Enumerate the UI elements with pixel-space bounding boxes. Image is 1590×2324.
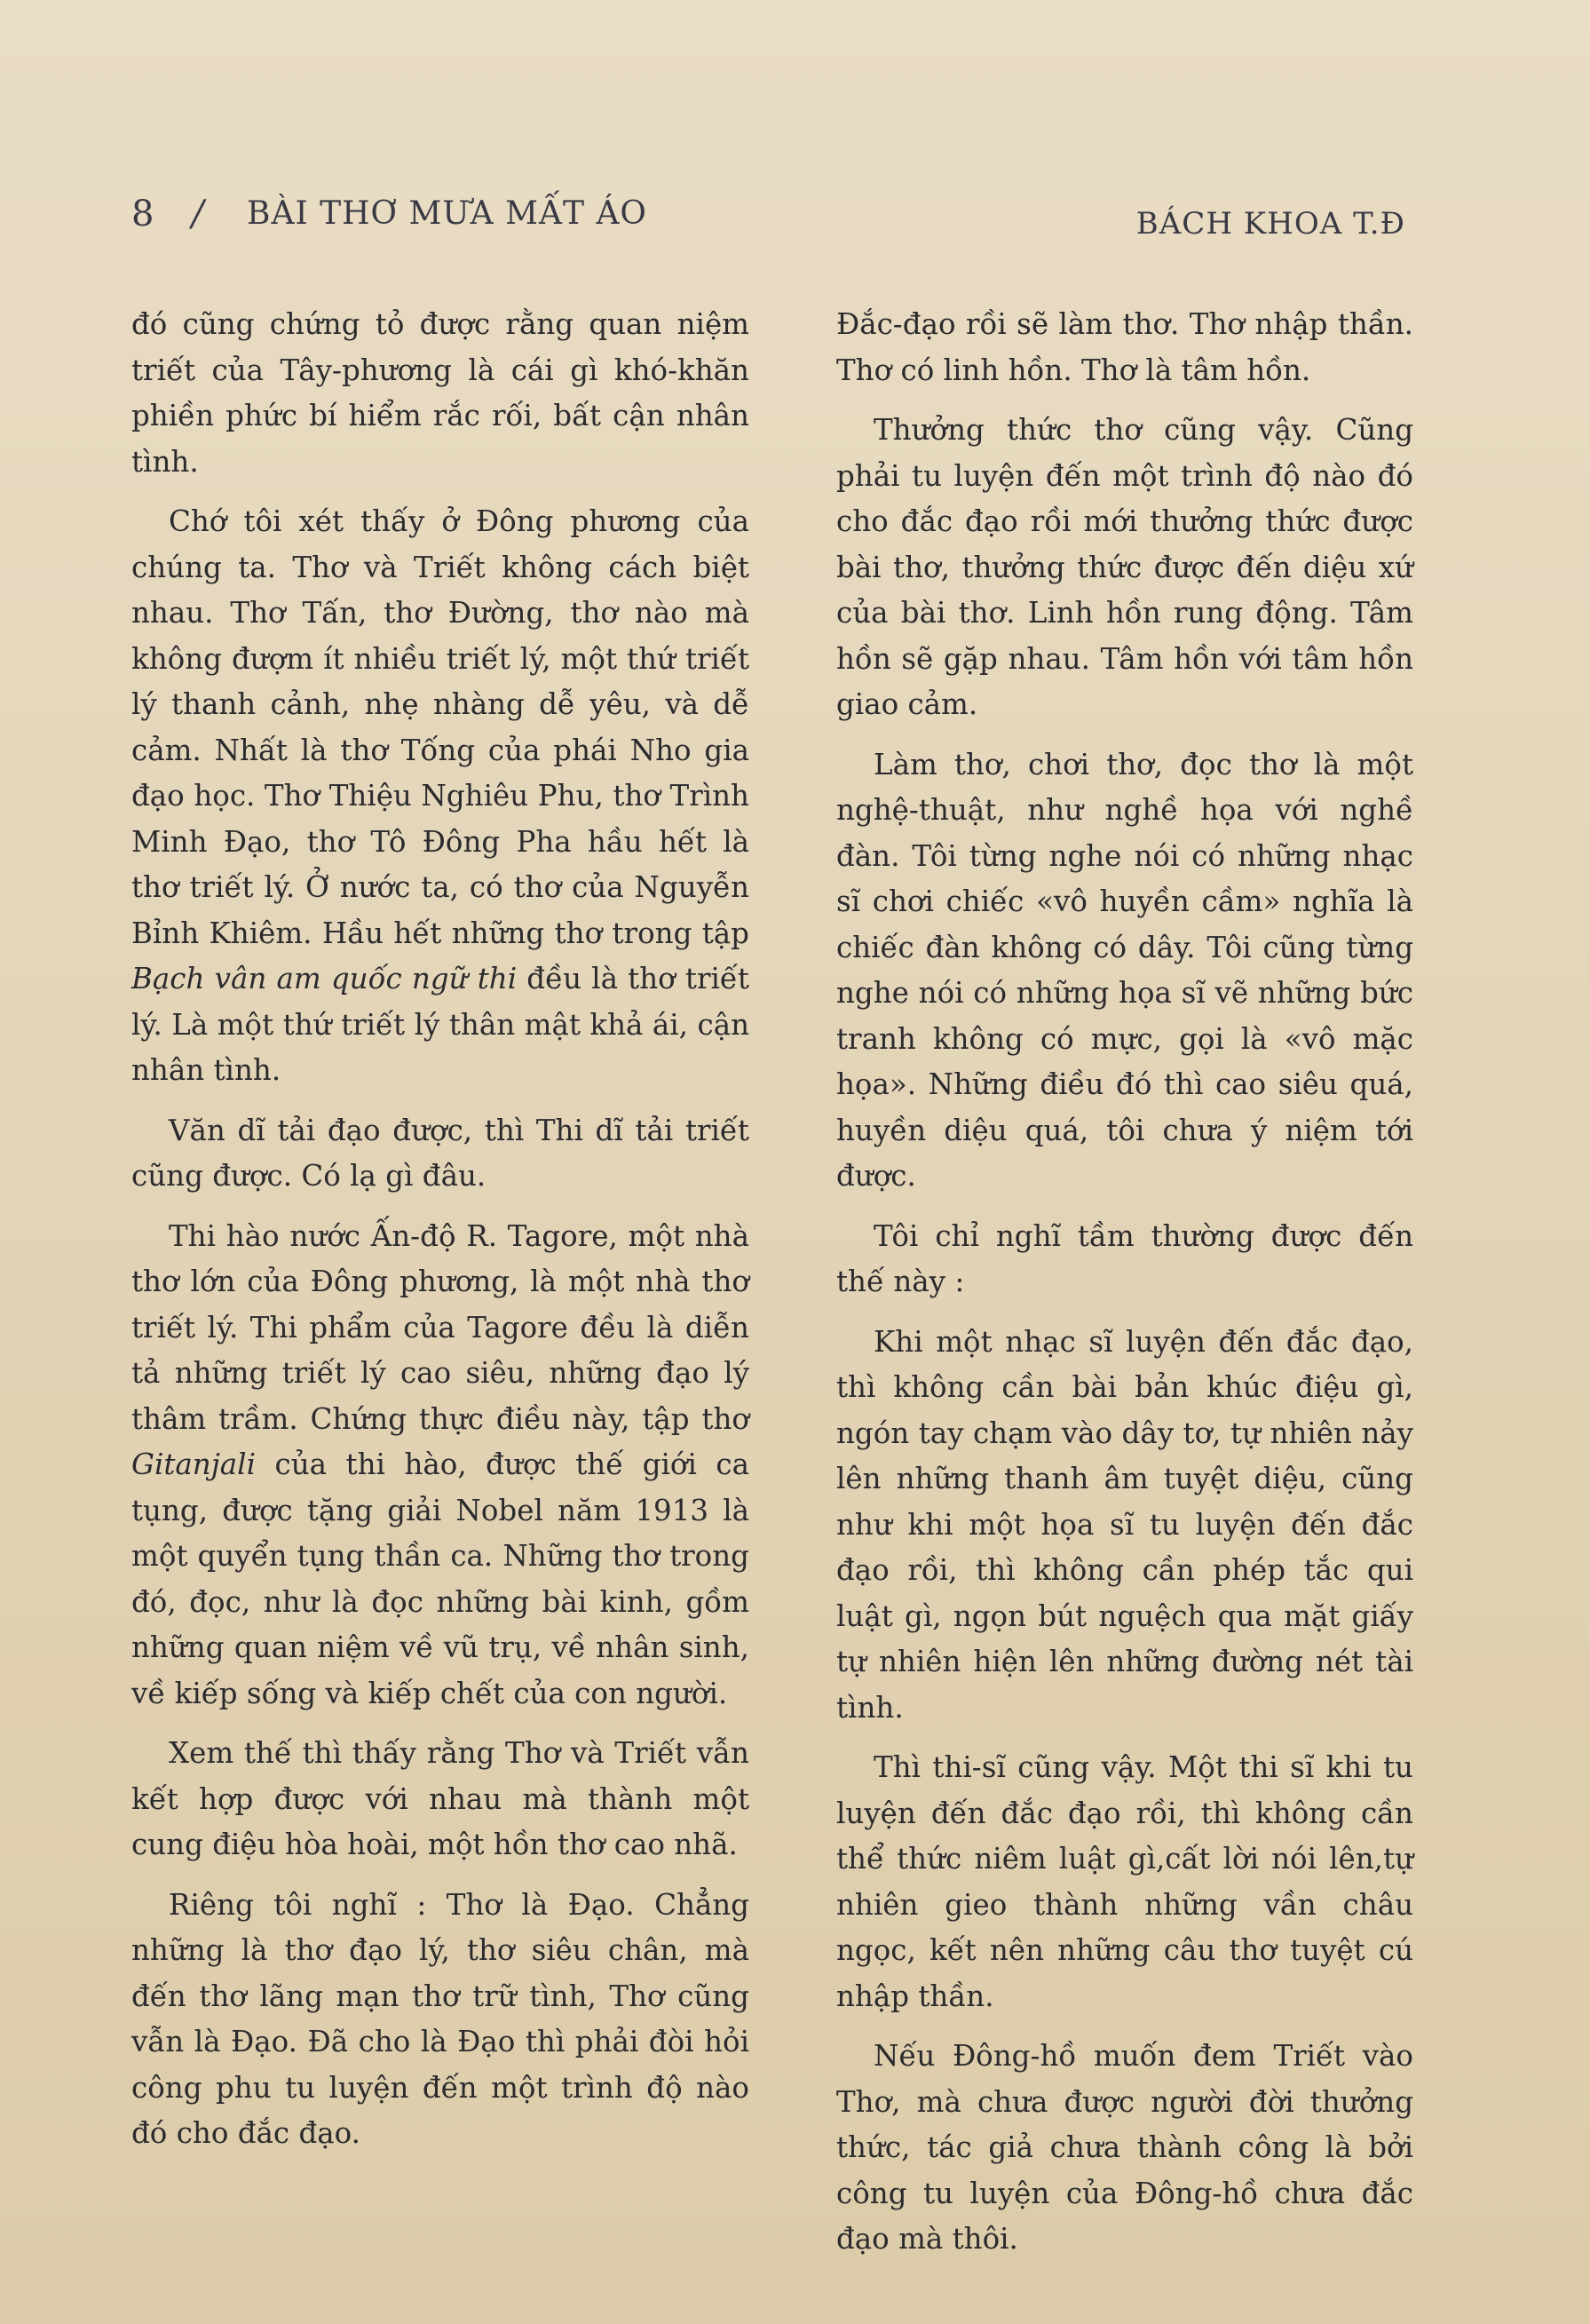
paragraph: Đắc-đạo rồi sẽ làm thơ. Thơ nhập thần. Thơ có linh hồn. Thơ là tâm hồn. (836, 307, 1413, 387)
paragraph: Văn dĩ tải đạo được, thì Thi dĩ tải triết cũng được. Có lạ gì đâu. (131, 1113, 749, 1193)
left-column (131, 302, 749, 2171)
paragraph: Riêng tôi nghĩ : Thơ là Đạo. Chẳng những là thơ đạo lý, thơ siêu chân, mà đến thơ lãng mạn thơ trữ tình, Thơ cũng vẫn là Đạo. Đã cho là Đạo thì phải đòi hỏi công phu tu luyện đến một trình độ nào đó cho đắc đạo. (131, 1887, 749, 2150)
header-separator: / (192, 194, 204, 234)
book-title: Gitanjali (131, 1448, 256, 1481)
paragraph (131, 499, 749, 1094)
paragraph: Xem thế thì thấy rằng Thơ và Triết vẫn kết hợp được với nhau mà thành một cung điệu hòa hoài, một hồn thơ cao nhã. (131, 1736, 749, 1861)
right-column (836, 302, 1413, 2277)
paragraph: Khi một nhạc sĩ luyện đến đắc đạo, thì không cần bài bản khúc điệu gì, ngón tay chạm vào dây tơ, tự nhiên nảy lên những thanh âm tuyệt diệu, cũng như khi một họa sĩ tu luyện đến đắc đạo rồi, thì không cần phép tắc qui luật gì, ngọn bút nguệch qua mặt giấy tự nhiên hiện lên những đường nét tài tình. (836, 1324, 1413, 1725)
paragraph-text: của thi hào, được thế giới ca tụng, được tặng giải Nobel năm 1913 là một quyển tụng thần ca. Những thơ trong đó, đọc, như là đọc những bài kinh, gồm những quan niệm về vũ trụ, về nhân sinh, về kiếp sống và kiếp chết của con người. (131, 1448, 749, 1710)
paragraph: Thưởng thức thơ cũng vậy. Cũng phải tu luyện đến một trình độ nào đó cho đắc đạo rồi mới thưởng thức được bài thơ, thưởng thức được đến diệu xứ của bài thơ. Linh hồn rung động. Tâm hồn sẽ gặp nhau. Tâm hồn với tâm hồn giao cảm. (836, 413, 1413, 721)
paragraph: Tôi chỉ nghĩ tầm thường được đến thế này : (836, 1218, 1413, 1298)
paragraph: Nếu Đông-hồ muốn đem Triết vào Thơ, mà chưa được người đời thưởng thức, tác giả chưa thành công là bởi công tu luyện của Đông-hồ chưa đắc đạo mà thôi. (836, 2039, 1413, 2256)
paragraph: Làm thơ, chơi thơ, đọc thơ là một nghệ-thuật, như nghề họa với nghề đàn. Tôi từng nghe nói có những nhạc sĩ chơi chiếc «vô huyền cầm» nghĩa là chiếc đàn không có dây. Tôi cũng từng nghe nói có những họa sĩ vẽ những bức tranh không có mực, gọi là «vô mặc họa». Những điều đó thì cao siêu quá, huyền diệu quá, tôi chưa ý niệm tới được. (836, 747, 1413, 1193)
running-header (0, 194, 1590, 247)
paragraph: Thì thi-sĩ cũng vậy. Một thi sĩ khi tu luyện đến đắc đạo rồi, thì không cần thể thức niêm luật gì,cất lời nói lên,tự nhiên gieo thành những vần châu ngọc, kết nên những câu thơ tuyệt cú nhập thần. (836, 1750, 1413, 2013)
book-title: Bạch vân am quốc ngữ thi (131, 962, 518, 995)
paragraph: đó cũng chứng tỏ được rằng quan niệm triết của Tây-phương là cái gì khó-khăn phiền phức bí hiểm rắc rối, bất cận nhân tình. (131, 307, 749, 479)
magazine-name: BÁCH KHOA T.Đ (1135, 206, 1405, 242)
article-title: BÀI THƠ MƯA MẤT ÁO (247, 195, 647, 232)
page-number: 8 (131, 194, 154, 234)
paragraph-text: Thi hào nước Ấn-độ R. Tagore, một nhà thơ lớn của Đông phương, là một nhà thơ triết lý. Thi phẩm của Tagore đều là diễn tả những triết lý cao siêu, những đạo lý thâm trầm. Chứng thực điều này, tập thơ (131, 1218, 749, 1436)
paragraph-text: đều là thơ triết lý. Là một thứ triết lý thân mật khả ái, cận nhân tình. (131, 962, 749, 1087)
paragraph-text: Chớ tôi xét thấy ở Đông phương của chúng ta. Thơ và Triết không cách biệt nhau. Thơ Tấn, thơ Đường, thơ nào mà không đượm ít nhiều triết lý, một thứ triết lý thanh cảnh, nhẹ nhàng dễ yêu, và dễ cảm. Nhất là thơ Tống của phái Nho gia đạo học. Thơ Thiệu Nghiêu Phu, thơ Trình Minh Đạo, thơ Tô Đông Pha hầu hết là thơ triết lý. Ở nước ta, có thơ của Nguyễn Bỉnh Khiêm. Hầu hết những thơ trong tập (131, 504, 749, 950)
paragraph (131, 1214, 749, 1717)
